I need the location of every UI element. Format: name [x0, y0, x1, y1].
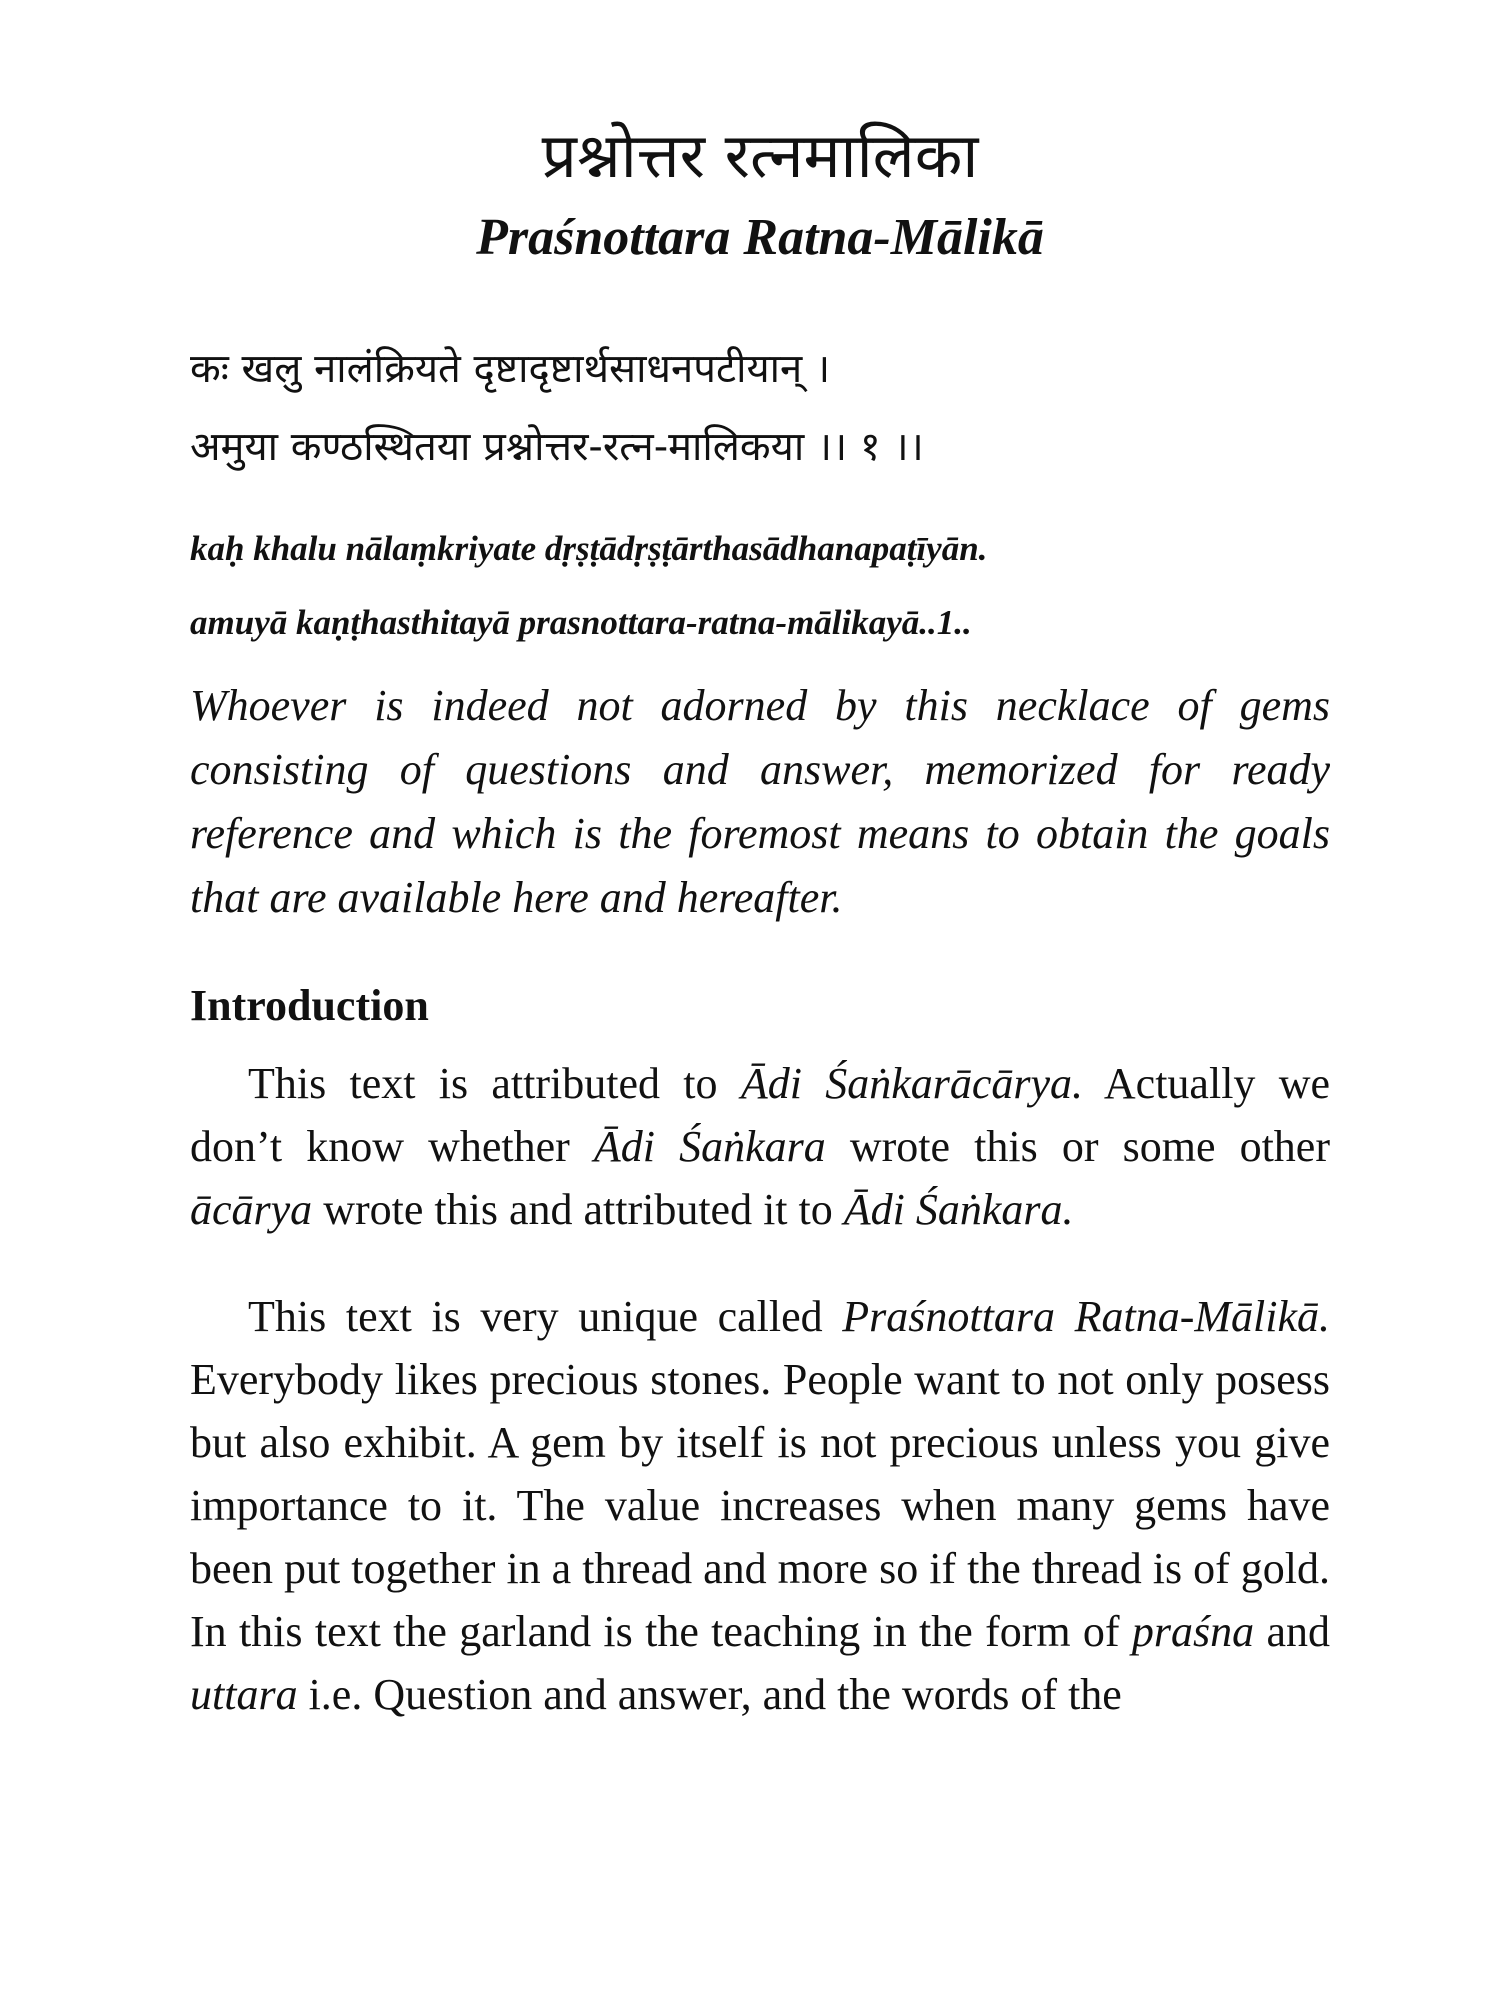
p2-text-a: This text is very unique called: [248, 1292, 843, 1341]
introduction-paragraph-1: [190, 1052, 1330, 1241]
p2-text-g: i.e. Question and answer, and the words of the: [297, 1670, 1122, 1719]
p1-text-c: Actually we don’t know whether: [190, 1059, 1331, 1171]
p1-text-g: wrote this and attributed it to: [312, 1185, 844, 1234]
verse-devanagari-line-1: कः खलु नालंक्रियते दृष्टादृष्टार्थसाधनपटीयान् ।: [190, 346, 831, 392]
p1-text-e: wrote this or some other: [825, 1122, 1330, 1171]
verse-devanagari-line-2: अमुया कण्ठस्थितया प्रश्नोत्तर-रत्न-मालिकया ।। १ ।।: [190, 424, 924, 470]
title-devanagari: प्रश्नोत्तर रत्नमालिका: [541, 119, 979, 192]
p2-term-uttara: uttara: [190, 1670, 298, 1719]
p1-term-adi-sankaracarya: Ādi Śaṅkarācārya.: [740, 1059, 1084, 1108]
verse-devanagari: [190, 330, 1330, 486]
p2-term-prasna: praśna: [1131, 1607, 1255, 1656]
p1-term-adi-sankara-2: Ādi Śaṅkara.: [843, 1185, 1074, 1234]
p1-term-acarya: ācārya: [190, 1185, 313, 1234]
p2-text-c: Everybody likes precious stones. People want to not only posess but also exhibit. A gem by itself is not precious unless you give importance to it. The value increases when many gems have been put together in a thread and more so if the thread is of gold. In this text the garland is the teaching in the form of: [190, 1355, 1330, 1656]
verse-transliteration-line-1: kaḥ khalu nālaṃkriyate dṛṣṭādṛṣṭārthasādhanapaṭīyān.: [190, 529, 988, 568]
verse-transliteration: [190, 512, 1330, 660]
p1-term-adi-sankara: Ādi Śaṅkara: [593, 1122, 826, 1171]
p2-text-e: and: [1254, 1607, 1330, 1656]
book-page: [190, 110, 1330, 1770]
verse-transliteration-line-2: amuyā kaṇṭhasthitayā prasnottara-ratna-mālikayā..1..: [190, 603, 972, 642]
p2-term-title: Praśnottara Ratna-Mālikā.: [842, 1292, 1330, 1341]
verse-translation: Whoever is indeed not adorned by this necklace of gems consisting of questions and answer, memorized for ready reference and which is the foremost means to obtain the goals that are available here and hereafter.: [190, 681, 1330, 922]
section-heading-introduction: Introduction: [190, 981, 429, 1030]
introduction-paragraph-2: [190, 1285, 1330, 1726]
title-transliteration: Praśnottara Ratna-Mālikā: [476, 209, 1044, 266]
p1-text-a: This text is attributed to: [248, 1059, 741, 1108]
